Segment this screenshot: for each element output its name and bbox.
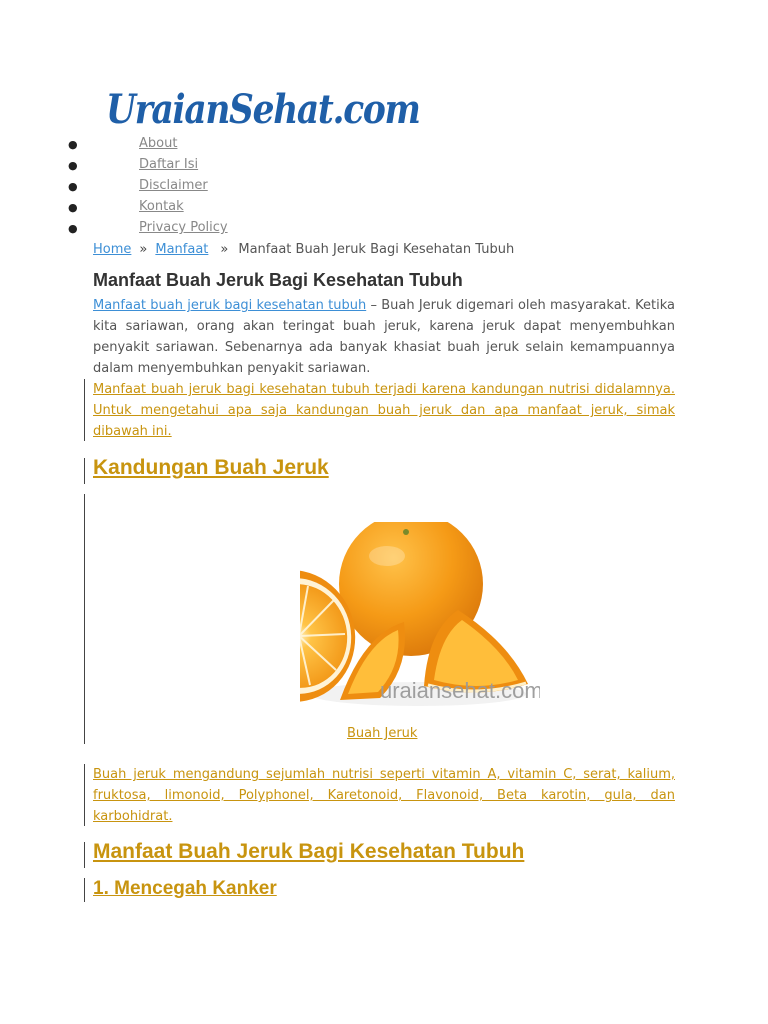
figure-bar [84,494,85,744]
heading-bar [84,842,85,868]
breadcrumb [93,242,514,257]
nav-link-daftar-isi[interactable]: Daftar Isi [139,157,199,172]
image-watermark: uraiansehat.com [380,678,540,703]
heading-mencegah-kanker[interactable]: 1. Mencegah Kanker [93,878,277,899]
bullet-icon: ● [68,201,78,214]
heading-manfaat[interactable]: Manfaat Buah Jeruk Bagi Kesehatan Tubuh [93,840,525,863]
breadcrumb-category-link[interactable]: Manfaat [155,242,209,257]
bullet-icon: ● [68,138,78,151]
breadcrumb-separator: » [220,242,229,257]
bullet-icon: ● [68,180,78,193]
bullet-icon: ● [68,222,78,235]
quote-bar [84,379,85,441]
image-caption-link[interactable]: Buah Jeruk [347,726,418,741]
heading-bar [84,458,85,484]
breadcrumb-separator: » [139,242,148,257]
nav-link-privacy-policy[interactable]: Privacy Policy [139,220,228,235]
breadcrumb-current: Manfaat Buah Jeruk Bagi Kesehatan Tubuh [238,242,515,257]
heading-kandungan[interactable]: Kandungan Buah Jeruk [93,456,329,479]
nav-link-disclaimer[interactable]: Disclaimer [139,178,208,193]
intro-paragraph [93,295,675,379]
nav-link-about[interactable]: About [139,136,178,151]
orange-image [300,522,540,722]
intro-text: – Buah Jeruk digemari oleh masyarakat. Ketika kita sariawan, orang akan teringat buah jeruk, karena jeruk dapat menyembuhkan penyakit sariawan. Sebenarnya ada banyak khasiat buah jeruk selain kemampuannya dalam menyembuhkan penyakit sariawan. [93,298,675,376]
heading-bar [84,878,85,902]
quote-bar [84,764,85,826]
bullet-icon: ● [68,159,78,172]
nutrition-list-link[interactable]: Buah jeruk mengandung sejumlah nutrisi seperti vitamin A, vitamin C, serat, kalium, fruktosa, limonoid, Polyphonel, Karetonoid, Flavonoid, Beta karotin, gula, dan karbohidrat. [93,767,675,824]
nav-link-kontak[interactable]: Kontak [139,199,184,214]
intro-link[interactable]: Manfaat buah jeruk bagi kesehatan tubuh [93,298,367,313]
article-title: Manfaat Buah Jeruk Bagi Kesehatan Tubuh [93,270,463,290]
breadcrumb-home-link[interactable]: Home [93,242,132,257]
nutrition-intro-link[interactable]: Manfaat buah jeruk bagi kesehatan tubuh terjadi karena kandungan nutrisi didalamnya. Untuk mengetahui apa saja kandungan buah jeruk dan apa manfaat jeruk, simak dibawah ini. [93,382,675,439]
site-logo[interactable]: UraianSehat.com [106,86,420,133]
orange-illustration [300,522,540,722]
